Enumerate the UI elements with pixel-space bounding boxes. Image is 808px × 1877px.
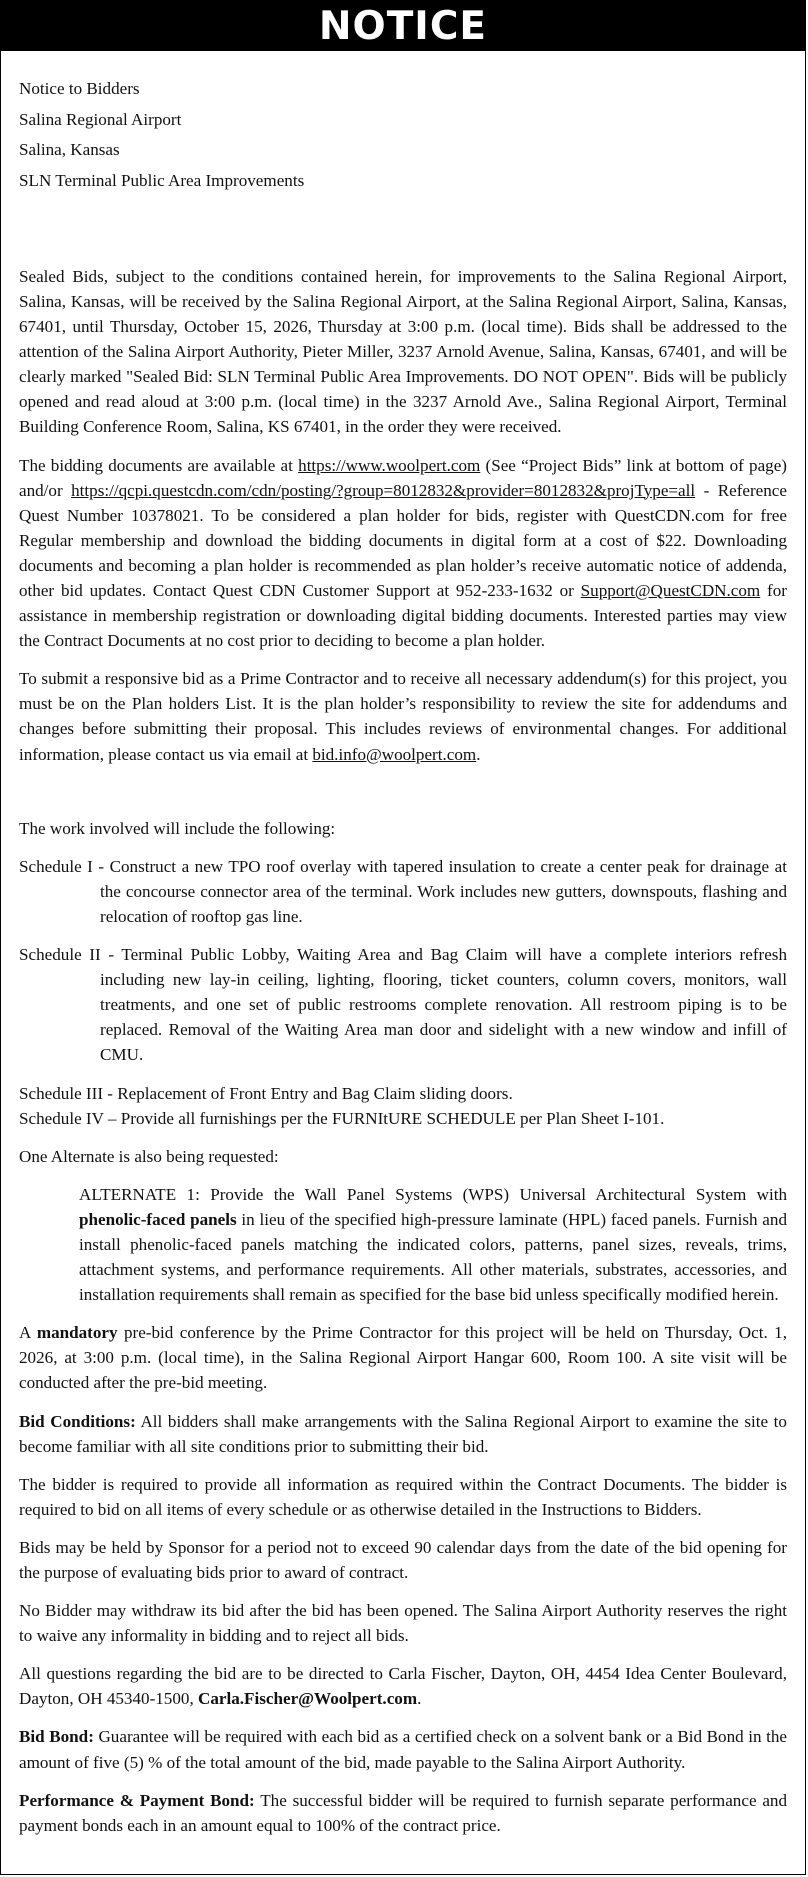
notice-body: [1, 51, 805, 1838]
work-intro: The work involved will include the following:: [19, 818, 336, 838]
section-label: Bid Conditions:: [19, 1411, 136, 1431]
bid-bond-paragraph: [19, 1724, 787, 1774]
text-run: All questions regarding the bid are to be directed to Carla Fischer, Dayton, OH, 4454 Idea Center Boulevard, Dayton, OH 45340-1500,: [19, 1664, 787, 1709]
section-label: Performance & Payment Bond:: [19, 1790, 255, 1810]
bold-run: mandatory: [36, 1323, 118, 1343]
schedule-iii: Schedule III - Replacement of Front Entry and Bag Claim sliding doors.: [19, 1083, 513, 1103]
bidder-info-paragraph: The bidder is required to provide all information as required within the Contract Documents. The bidder is required to bid on all items of every schedule or as otherwise detailed in the Instructions to Bidders.: [19, 1474, 787, 1519]
text-run: .: [476, 744, 481, 764]
bidding-documents-paragraph: [19, 453, 787, 654]
text-run: - Reference Quest Number 10378021. To be considered a plan holder for bids, register with QuestCDN.com for free Regular membership and download the bidding documents in digital form at a cost of $22. Downloading documents and becoming a plan holder is recommended as plan holder’s receive automatic notice of addenda, other bid updates. Contact Quest CDN Customer Support at 952-233-1632 or: [19, 480, 787, 600]
text-run: A: [19, 1323, 37, 1343]
text-run: .: [417, 1689, 422, 1709]
bids-held-paragraph: Bids may be held by Sponsor for a period not to exceed 90 calendar days from the date of the bid opening for the purpose of evaluating bids prior to award of contract.: [19, 1537, 787, 1582]
sealed-bids-paragraph: Sealed Bids, subject to the conditions contained herein, for improvements to the Salina Regional Airport, Salina, Kansas, will be received by the Salina Regional Airport, at the Salina Regional Airport, Salina, Kansas, 67401, until Thursday, October 15, 2026, Thursday at 3:00 p.m. (local time). Bids shall be addressed to the attention of the Salina Airport Authority, Pieter Miller, 3237 Arnold Avenue, Salina, Kansas, 67401, and will be clearly marked "Sealed Bid: SLN Terminal Public Area Improvements. DO NOT OPEN". Bids will be publicly opened and read aloud at 3:00 p.m. (local time) in the 3237 Arnold Ave., Salina Regional Airport, Terminal Building Conference Room, Salina, KS 67401, in the order they were received.: [19, 266, 787, 437]
header-line-project: SLN Terminal Public Area Improvements: [19, 170, 305, 190]
woolpert-link[interactable]: https://www.woolpert.com: [298, 455, 481, 475]
questcdn-posting-link[interactable]: https://qcpi.questcdn.com/cdn/posting/?group=8012832&provider=8012832&projType=all: [71, 480, 696, 500]
alternate-1-paragraph: [19, 1182, 787, 1307]
notice-header: [19, 76, 787, 193]
section-label: Bid Bond:: [19, 1727, 94, 1747]
text-run: pre-bid conference by the Prime Contractor for this project will be held on Thursday, Oct. 1, 2026, at 3:00 p.m. (local time), in the Salina Regional Airport Hangar 600, Room 100. A site visit will be conducted after the pre-bid meeting.: [19, 1323, 787, 1393]
schedule-iv: Schedule IV – Provide all furnishings per the FURNItURE SCHEDULE per Plan Sheet I-101.: [19, 1108, 665, 1128]
text-run: (See “Project Bids” link at bottom of page) and/or: [19, 455, 787, 500]
header-line-location: Salina, Kansas: [19, 140, 120, 160]
plan-holders-paragraph: [19, 666, 787, 766]
prebid-paragraph: [19, 1320, 787, 1395]
header-line-title: Notice to Bidders: [19, 79, 140, 98]
questions-paragraph: [19, 1661, 787, 1711]
bold-run: phenolic-faced panels: [79, 1209, 237, 1229]
text-run: To submit a responsive bid as a Prime Contractor and to receive all necessary addendum(s) for this project, you must be on the Plan holders List. It is the plan holder’s responsibility to review the site for addendums and changes before submitting their proposal. This includes reviews of environmental changes. For additional information, please contact us via email at: [19, 669, 787, 764]
text-run: All bidders shall make arrangements with the Salina Regional Airport to examine the site to become familiar with all site conditions prior to submitting their bid.: [19, 1411, 787, 1456]
performance-bond-paragraph: [19, 1788, 787, 1838]
withdraw-paragraph: No Bidder may withdraw its bid after the bid has been opened. The Salina Airport Authority reserves the right to waive any informality in bidding and to reject all bids.: [19, 1601, 787, 1646]
text-run: for assistance in membership registration or downloading digital bidding documents. Interested parties may view the Contract Documents at no cost prior to deciding to become a plan holder.: [19, 581, 787, 651]
contact-email: Carla.Fischer@Woolpert.com: [198, 1689, 418, 1709]
text-run: The bidding documents are available at: [19, 455, 299, 475]
bid-conditions-paragraph: [19, 1409, 787, 1459]
banner-title: NOTICE: [318, 3, 488, 49]
support-email-link[interactable]: Support@QuestCDN.com: [580, 581, 761, 600]
text-run: Guarantee will be required with each bid as a certified check on a solvent bank or a Bid Bond in the amount of five (5) % of the total amount of the bid, made payable to the Salina Airport Authority.: [19, 1727, 787, 1772]
notice-banner: [1, 1, 805, 51]
text-run: ALTERNATE 1: Provide the Wall Panel Systems (WPS) Universal Architectural System with: [79, 1184, 787, 1204]
text-run: The successful bidder will be required to furnish separate performance and payment bonds each in an amount equal to 100% of the contract price.: [19, 1790, 787, 1835]
header-line-airport: Salina Regional Airport: [19, 109, 182, 129]
text-run: in lieu of the specified high-pressure laminate (HPL) faced panels. Furnish and install phenolic-faced panels matching the indicated colors, patterns, panel sizes, reveals, trims, attachment systems, and performance requirements. All other materials, substrates, accessories, and installation requirements shall remain as specified for the base bid unless specifically modified herein.: [79, 1209, 787, 1305]
schedule-ii: Schedule II - Terminal Public Lobby, Waiting Area and Bag Claim will have a complete interiors refresh including new lay-in ceiling, lighting, flooring, ticket counters, column covers, monitors, wall treatments, and one set of public restrooms complete renovation. All restroom piping is to be replaced. Removal of the Waiting Area man door and sidelight with a new window and infill of CMU.: [19, 945, 787, 1065]
alternate-intro: One Alternate is also being requested:: [19, 1146, 279, 1166]
bid-info-email-link[interactable]: bid.info@woolpert.com: [312, 744, 477, 764]
schedule-i: Schedule I - Construct a new TPO roof overlay with tapered insulation to create a center peak for drainage at the concourse connector area of the terminal. Work includes new gutters, downspouts, flashing and relocation of rooftop gas line.: [19, 856, 787, 926]
